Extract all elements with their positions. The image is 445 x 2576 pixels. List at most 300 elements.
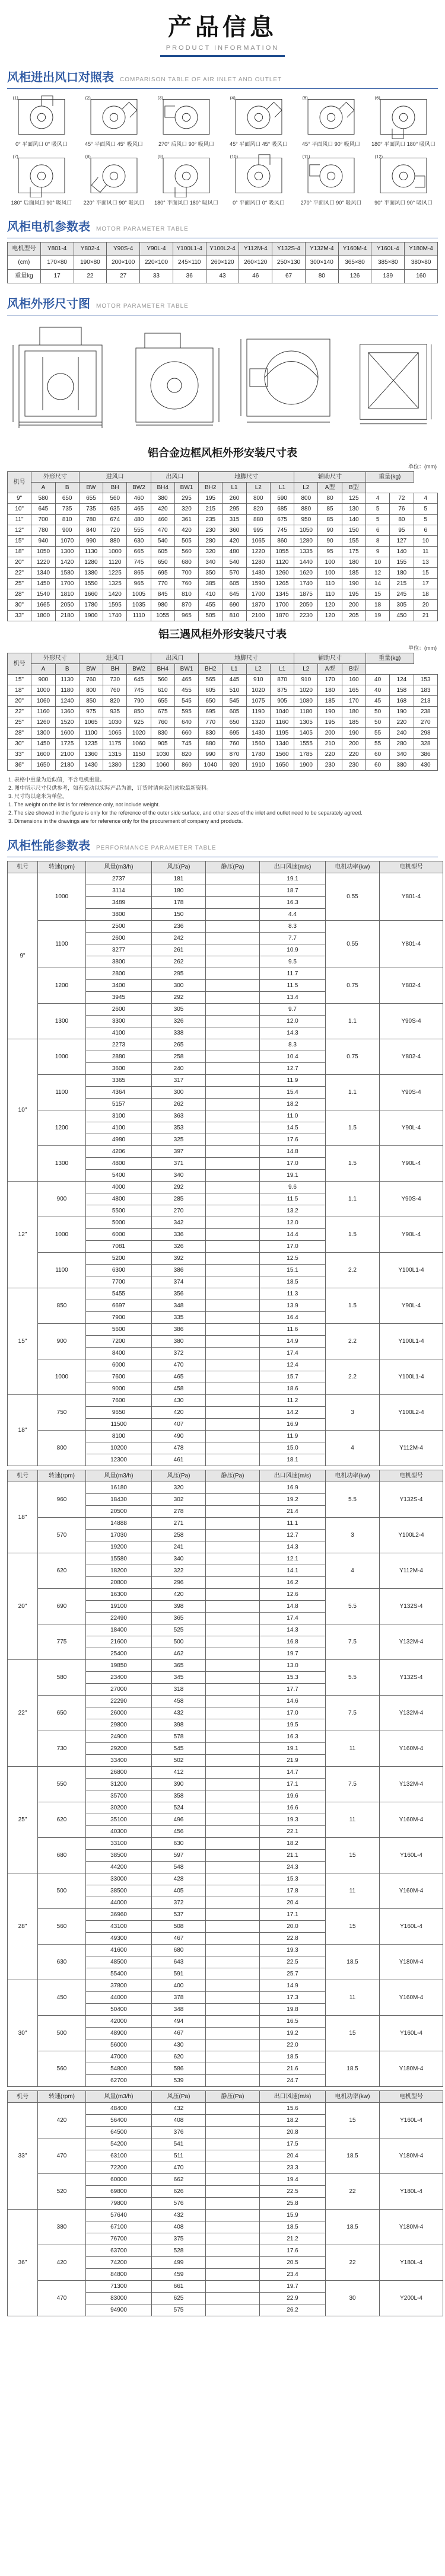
table-row [8, 525, 438, 536]
table-cell: 605 [223, 707, 246, 717]
power-cell: 4 [326, 1553, 380, 1589]
power-cell: 0.55 [326, 873, 380, 921]
table-cell: 25" [8, 579, 31, 589]
table-cell: 205 [342, 611, 365, 621]
table-cell: 40 [365, 685, 389, 696]
airflow-cell: 3300 [86, 1016, 152, 1027]
table-cell: Y132M-4 [305, 242, 338, 256]
column-header: 转速(rpm) [38, 1470, 86, 1482]
airflow-cell: 37800 [86, 1980, 152, 1992]
static-cell [206, 2039, 260, 2051]
table-cell: 250×130 [272, 256, 306, 270]
power-cell: 11 [326, 1731, 380, 1767]
velocity-cell: 21.9 [260, 1755, 326, 1767]
table-cell: 2050 [294, 600, 318, 611]
static-cell [206, 1790, 260, 1802]
airflow-cell: 14888 [86, 1518, 152, 1530]
power-cell: 4 [326, 1431, 380, 1466]
motor-cell: Y90S-4 [380, 1075, 443, 1110]
table-cell: 1280 [294, 536, 318, 547]
column-header: A型 [318, 483, 342, 493]
velocity-cell: 22.5 [260, 2186, 326, 2198]
pressure-cell: 348 [152, 2004, 206, 2016]
table-cell: 43 [206, 270, 239, 283]
velocity-cell: 12.7 [260, 1530, 326, 1541]
table-cell: 160 [342, 675, 365, 685]
pressure-cell: 365 [152, 1613, 206, 1624]
power-cell: 1.1 [326, 1182, 380, 1217]
velocity-cell: 16.3 [260, 897, 326, 909]
table-cell: 2230 [294, 611, 318, 621]
power-cell: 11 [326, 1802, 380, 1838]
airflow-cell: 60000 [86, 2174, 152, 2186]
table-cell: 185 [318, 696, 342, 707]
table-cell: 680 [174, 557, 198, 568]
table-cell: 20" [8, 557, 31, 568]
velocity-cell: 20.4 [260, 2150, 326, 2162]
pressure-cell: 528 [152, 2245, 206, 2257]
table-cell: 1020 [127, 728, 151, 739]
table-cell: 270 [414, 717, 437, 728]
airflow-cell: 4000 [86, 1182, 152, 1193]
table-cell: 545 [174, 696, 198, 707]
motor-cell: Y180M-4 [380, 2138, 443, 2174]
velocity-cell: 14.6 [260, 1696, 326, 1707]
column-header: 机号 [8, 2091, 38, 2103]
velocity-cell: 12.1 [260, 1553, 326, 1565]
column-header: 电机型号 [380, 2091, 443, 2103]
table-row [8, 1217, 443, 1229]
table-cell: 570 [223, 568, 246, 579]
airflow-cell: 29800 [86, 1719, 152, 1731]
table-row [8, 696, 438, 707]
velocity-cell: 15.3 [260, 1873, 326, 1885]
velocity-cell: 14.9 [260, 1336, 326, 1348]
table-cell: 155 [390, 557, 414, 568]
velocity-cell: 17.0 [260, 1707, 326, 1719]
static-cell [206, 1004, 260, 1016]
table-cell: 900 [55, 525, 79, 536]
pressure-cell: 398 [152, 1601, 206, 1613]
pressure-cell: 458 [152, 1383, 206, 1395]
table-cell: 1665 [31, 600, 55, 611]
velocity-cell: 15.3 [260, 1672, 326, 1684]
table-cell: 1875 [294, 589, 318, 600]
table-cell: 580 [31, 493, 55, 504]
column-header: 进风口 [79, 472, 151, 483]
velocity-cell: 18.5 [260, 2051, 326, 2063]
table-cell: 195 [342, 589, 365, 600]
page-subtitle: PRODUCT INFORMATION [166, 44, 279, 52]
column-header: 风量(m3/h) [86, 861, 152, 873]
column-header: 出口风速(m/s) [260, 1470, 326, 1482]
airflow-cell: 22290 [86, 1696, 152, 1707]
static-cell [206, 980, 260, 992]
velocity-cell: 9.5 [260, 956, 326, 968]
table-cell: 1650 [31, 760, 55, 771]
column-header: B型 [342, 664, 365, 675]
static-cell [206, 1407, 260, 1419]
table-row [8, 1909, 443, 1921]
table-row [8, 2016, 443, 2028]
power-cell: 5.5 [326, 1660, 380, 1696]
motor-cell: Y180M-4 [380, 1945, 443, 1980]
rpm-cell: 620 [38, 1553, 86, 1589]
velocity-cell: 13.2 [260, 1205, 326, 1217]
table-cell: 6 [365, 525, 389, 536]
rpm-cell: 1300 [38, 1004, 86, 1039]
table-cell: 195 [199, 493, 223, 504]
table-cell: 1520 [55, 717, 79, 728]
static-cell [206, 2281, 260, 2293]
inlet-diagram-grid [0, 89, 445, 206]
table-row [8, 1482, 443, 1494]
pressure-cell: 326 [152, 1241, 206, 1253]
table-cell: 1150 [127, 749, 151, 760]
table-cell: 850 [79, 696, 103, 707]
airflow-cell: 16300 [86, 1589, 152, 1601]
table-row [8, 1004, 443, 1016]
table-cell: 935 [103, 707, 127, 717]
airflow-cell: 3600 [86, 1063, 152, 1075]
table-cell: 305 [390, 600, 414, 611]
table-cell: 8 [365, 536, 389, 547]
pressure-cell: 511 [152, 2150, 206, 2162]
pressure-cell: 271 [152, 1518, 206, 1530]
motor-cell: Y200L-4 [380, 2281, 443, 2316]
static-cell [206, 1530, 260, 1541]
table-row [8, 579, 438, 589]
table-cell: 25" [8, 717, 31, 728]
pressure-cell: 586 [152, 2063, 206, 2075]
motor-cell: Y132M-4 [380, 1696, 443, 1731]
inlet-diagram [152, 152, 221, 206]
column-header: 机号 [8, 653, 31, 675]
table-cell: 1265 [270, 579, 294, 589]
svg-text:(6): (6) [374, 95, 380, 101]
inlet-label: 0° 平面风口 0° 吸风口 [233, 200, 285, 206]
table-cell: 910 [294, 675, 318, 685]
velocity-cell: 25.7 [260, 1968, 326, 1980]
table-row [8, 2210, 443, 2221]
pressure-cell: 456 [152, 1826, 206, 1838]
pressure-cell: 317 [152, 1075, 206, 1087]
static-cell [206, 1205, 260, 1217]
airflow-cell: 17030 [86, 1530, 152, 1541]
static-cell [206, 1146, 260, 1158]
static-cell [206, 1099, 260, 1110]
column-header: 机号 [8, 472, 31, 493]
velocity-cell: 20.4 [260, 1897, 326, 1909]
velocity-cell: 26.2 [260, 2304, 326, 2316]
velocity-cell: 19.2 [260, 2028, 326, 2039]
table-cell: 238 [414, 707, 437, 717]
pressure-cell: 240 [152, 1063, 206, 1075]
airflow-cell: 76700 [86, 2233, 152, 2245]
static-cell [206, 1312, 260, 1324]
static-cell [206, 1300, 260, 1312]
power-cell: 15 [326, 2016, 380, 2051]
table-cell: 180 [390, 568, 414, 579]
velocity-cell: 11.9 [260, 1431, 326, 1442]
table-row [8, 2245, 443, 2257]
table-cell: 1420 [55, 557, 79, 568]
velocity-cell: 19.3 [260, 1814, 326, 1826]
velocity-cell: 19.7 [260, 2281, 326, 2293]
pressure-cell: 295 [152, 968, 206, 980]
table-cell: 780 [79, 515, 103, 525]
column-header: L1 [223, 483, 246, 493]
table-cell: 1785 [294, 749, 318, 760]
table-cell: 1870 [246, 600, 270, 611]
table-cell: 260 [223, 493, 246, 504]
static-cell [206, 1553, 260, 1565]
table-cell: 830 [151, 728, 174, 739]
static-cell [206, 933, 260, 944]
table-cell: 180 [318, 685, 342, 696]
table-row [8, 1182, 443, 1193]
table-cell: 80 [305, 270, 338, 283]
pressure-cell: 467 [152, 1933, 206, 1945]
velocity-cell: 17.4 [260, 1613, 326, 1624]
power-cell: 1.5 [326, 1217, 380, 1253]
table-cell: 1160 [270, 717, 294, 728]
table-cell: 1540 [31, 589, 55, 600]
pressure-cell: 462 [152, 1648, 206, 1660]
velocity-cell: 16.2 [260, 1577, 326, 1589]
static-cell [206, 2150, 260, 2162]
static-cell [206, 1217, 260, 1229]
static-cell [206, 1383, 260, 1395]
pressure-cell: 465 [152, 1371, 206, 1383]
table-cell: 2180 [55, 760, 79, 771]
table-row [8, 1980, 443, 1992]
motor-cell: Y132M-4 [380, 1624, 443, 1660]
static-cell [206, 1696, 260, 1707]
motor-cell: Y160L-4 [380, 1909, 443, 1945]
velocity-cell: 16.5 [260, 2016, 326, 2028]
velocity-cell: 14.3 [260, 1624, 326, 1636]
table-row [8, 242, 438, 256]
airflow-cell: 44000 [86, 1992, 152, 2004]
table-cell: 2100 [55, 749, 79, 760]
table-cell: 800 [294, 493, 318, 504]
table-cell: 1800 [31, 611, 55, 621]
static-cell [206, 2127, 260, 2138]
static-cell [206, 968, 260, 980]
airflow-cell: 4100 [86, 1027, 152, 1039]
page-title: 产品信息 [168, 14, 277, 41]
svg-text:(10): (10) [230, 154, 239, 159]
table-row [8, 1838, 443, 1850]
static-cell [206, 2269, 260, 2281]
column-header: 电机功率(kw) [326, 2091, 380, 2103]
static-cell [206, 1909, 260, 1921]
table-row [8, 1945, 443, 1956]
static-cell [206, 1589, 260, 1601]
table-row [8, 515, 438, 525]
airflow-cell: 4800 [86, 1193, 152, 1205]
table-row [8, 557, 438, 568]
velocity-cell: 14.5 [260, 1122, 326, 1134]
table-cell: 1100 [79, 728, 103, 739]
velocity-cell: 19.5 [260, 1719, 326, 1731]
motor-cell: Y100L1-4 [380, 1253, 443, 1288]
velocity-cell: 12.6 [260, 1589, 326, 1601]
table-cell: 195 [318, 717, 342, 728]
top-view-drawing [235, 321, 342, 434]
rpm-cell: 560 [38, 1909, 86, 1945]
table-row [8, 921, 443, 933]
pressure-cell: 390 [152, 1779, 206, 1790]
table-cell: 730 [103, 675, 127, 685]
velocity-cell: 19.3 [260, 1945, 326, 1956]
velocity-cell: 23.3 [260, 2162, 326, 2174]
column-header: B [55, 483, 79, 493]
power-cell: 5.5 [326, 1482, 380, 1518]
table-cell: 735 [55, 504, 79, 515]
table-cell: 245 [390, 589, 414, 600]
table-cell: 865 [127, 568, 151, 579]
velocity-cell: 12.7 [260, 1063, 326, 1075]
table-cell: 260×120 [206, 256, 239, 270]
table-cell: 1070 [55, 536, 79, 547]
table-cell: 760 [174, 579, 198, 589]
unit-label: 单位：(mm) [408, 645, 437, 651]
static-cell [206, 1980, 260, 1992]
table-cell: 350 [199, 568, 223, 579]
table-cell: 975 [79, 707, 103, 717]
velocity-cell: 16.9 [260, 1482, 326, 1494]
pressure-cell: 270 [152, 1205, 206, 1217]
pressure-cell: 541 [152, 2138, 206, 2150]
table-cell: 980 [151, 600, 174, 611]
table-cell: 280 [390, 739, 414, 749]
svg-text:(4): (4) [230, 95, 236, 101]
fan-number: 33" [8, 2103, 38, 2210]
table-cell: 1130 [55, 675, 79, 685]
table-row [8, 256, 438, 270]
velocity-cell: 22.5 [260, 1956, 326, 1968]
velocity-cell: 14.8 [260, 1146, 326, 1158]
airflow-cell: 4206 [86, 1146, 152, 1158]
table-row [8, 1253, 443, 1265]
table-row [8, 1288, 443, 1300]
airflow-cell: 38500 [86, 1885, 152, 1897]
airflow-cell: 16180 [86, 1482, 152, 1494]
static-cell [206, 1039, 260, 1051]
pressure-cell: 292 [152, 1182, 206, 1193]
svg-text:(9): (9) [157, 154, 163, 159]
table-cell: 510 [223, 685, 246, 696]
pressure-cell: 537 [152, 1909, 206, 1921]
static-cell [206, 1134, 260, 1146]
velocity-cell: 14.7 [260, 1767, 326, 1779]
airflow-cell: 6000 [86, 1229, 152, 1241]
motor-cell: Y90L-4 [380, 1217, 443, 1253]
power-cell: 15 [326, 2103, 380, 2138]
motor-table [7, 242, 438, 283]
airflow-cell: 56400 [86, 2115, 152, 2127]
table-cell: 1000 [31, 685, 55, 696]
table-cell: 240 [390, 728, 414, 739]
rpm-cell: 630 [38, 1945, 86, 1980]
inlet-diagram [224, 94, 293, 148]
static-cell [206, 1767, 260, 1779]
table-cell: 185 [342, 717, 365, 728]
table-cell: 5 [414, 504, 437, 515]
pressure-cell: 420 [152, 1407, 206, 1419]
table-cell: 760 [79, 675, 103, 685]
column-header: BH2 [199, 483, 223, 493]
pressure-cell: 428 [152, 1873, 206, 1885]
airflow-cell: 55400 [86, 1968, 152, 1980]
velocity-cell: 17.8 [260, 1885, 326, 1897]
power-cell: 3 [326, 1518, 380, 1553]
velocity-cell: 20.5 [260, 2257, 326, 2269]
table-cell: 1740 [103, 611, 127, 621]
table-cell: 800 [79, 685, 103, 696]
static-cell [206, 1613, 260, 1624]
table-cell: 20" [8, 696, 31, 707]
static-cell [206, 1442, 260, 1454]
airflow-cell: 35700 [86, 1790, 152, 1802]
table-cell: 760 [151, 717, 174, 728]
pressure-cell: 499 [152, 2257, 206, 2269]
table-cell: 1345 [270, 589, 294, 600]
static-cell [206, 2198, 260, 2210]
rear-view-drawing [349, 321, 438, 434]
table-cell: 455 [174, 685, 198, 696]
airflow-cell: 3800 [86, 909, 152, 921]
table-cell: 720 [103, 525, 127, 536]
static-cell [206, 1565, 260, 1577]
section-perf [7, 836, 438, 853]
table-cell: 300×140 [305, 256, 338, 270]
table-cell: 12 [365, 568, 389, 579]
pressure-cell: 285 [152, 1193, 206, 1205]
svg-text:(12): (12) [374, 154, 383, 159]
table-cell: 168 [390, 696, 414, 707]
table-cell: 85 [318, 504, 342, 515]
table-row [8, 1395, 443, 1407]
airflow-cell: 62700 [86, 2075, 152, 2087]
pressure-cell: 236 [152, 921, 206, 933]
pressure-cell: 363 [152, 1110, 206, 1122]
table-cell: 45 [365, 696, 389, 707]
pressure-cell: 461 [152, 1454, 206, 1466]
pressure-cell: 576 [152, 2198, 206, 2210]
table-cell: 5 [365, 515, 389, 525]
table-cell: 220 [318, 749, 342, 760]
table-cell: 298 [414, 728, 437, 739]
table-cell: 36" [8, 760, 31, 771]
airflow-cell: 19200 [86, 1541, 152, 1553]
table-cell: 820 [174, 749, 198, 760]
table-cell: 1870 [270, 611, 294, 621]
table-cell: 1230 [127, 760, 151, 771]
table-cell: 1260 [31, 717, 55, 728]
static-cell [206, 2210, 260, 2221]
power-cell: 18.5 [326, 2051, 380, 2087]
static-cell [206, 1624, 260, 1636]
table-cell: 1060 [31, 696, 55, 707]
note-line: 3. 尺寸均以毫米为单位。 [8, 793, 68, 799]
table-cell: 1430 [79, 760, 103, 771]
table-cell: 13 [414, 557, 437, 568]
airflow-cell: 20500 [86, 1506, 152, 1518]
table-cell: 605 [223, 579, 246, 589]
